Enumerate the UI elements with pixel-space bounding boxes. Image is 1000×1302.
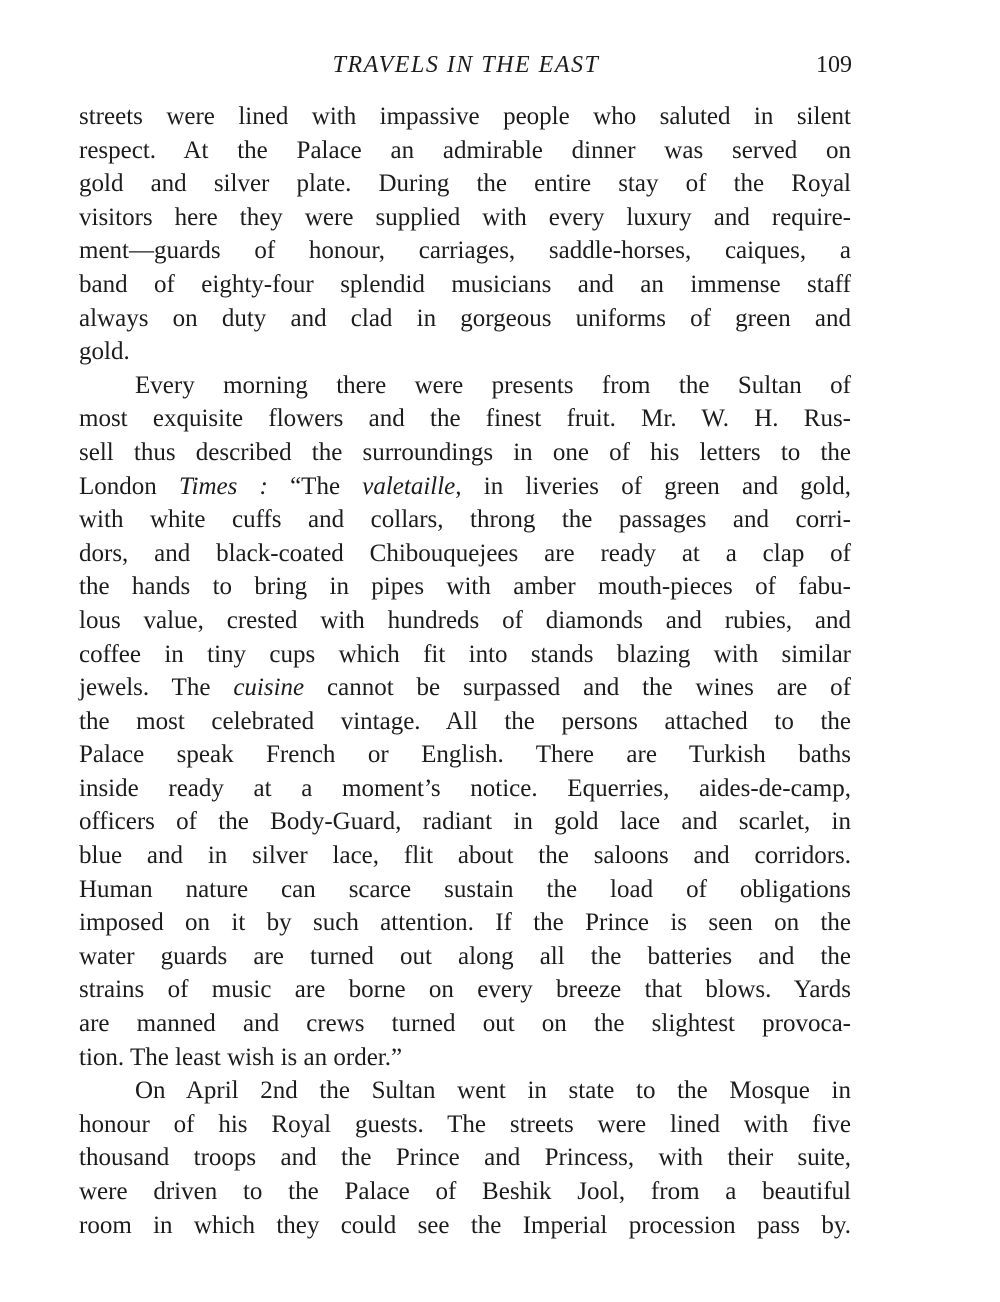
text-line: ment—guards of honour, carriages, saddle-horses, caiques, a <box>79 237 851 265</box>
text-line: the hands to bring in pipes with amber mouth-pieces of fabu- <box>79 573 851 601</box>
text-line: officers of the Body-Guard, radiant in gold lace and scarlet, in <box>79 808 851 836</box>
text-segment: “The <box>267 472 363 500</box>
text-line-with-italics <box>79 671 851 705</box>
running-title: TRAVELS IN THE EAST <box>332 52 600 78</box>
page-number: 109 <box>816 52 852 78</box>
text-line: Palace speak French or English. There are Turkish baths <box>79 741 851 769</box>
text-line: Human nature can scarce sustain the load of obligations <box>79 875 851 903</box>
text-line: band of eighty-four splendid musicians and an immense staff <box>79 270 851 298</box>
text-line: water guards are turned out along all the batteries and the <box>79 942 851 970</box>
text-line: honour of his Royal guests. The streets were lined with five <box>79 1110 851 1138</box>
text-line: dors, and black-coated Chibouquejees are ready at a clap of <box>79 539 851 567</box>
text-line: the most celebrated vintage. All the persons attached to the <box>79 707 851 735</box>
running-header <box>80 50 852 84</box>
text-segment: jewels. The <box>79 674 234 702</box>
text-line: with white cuffs and collars, throng the passages and corri- <box>79 506 851 534</box>
italic-title-times: Times : <box>178 472 268 500</box>
text-line: lous value, crested with hundreds of diamonds and rubies, and <box>79 606 851 634</box>
italic-term-cuisine: cuisine <box>233 674 305 702</box>
text-line: room in which they could see the Imperial procession pass by. <box>79 1211 851 1239</box>
text-line: are manned and crews turned out on the slightest provoca- <box>79 1010 851 1038</box>
text-line: blue and in silver lace, flit about the saloons and corridors. <box>79 842 851 870</box>
text-line: inside ready at a moment’s notice. Equerries, aides-de-camp, <box>79 774 851 802</box>
text-line: always on duty and clad in gorgeous uniforms of green and <box>79 304 851 332</box>
paragraph-end-line: gold. <box>79 338 130 366</box>
text-segment: in liveries of green and gold, <box>461 472 851 500</box>
text-segment: cannot be surpassed and the wines are of <box>304 674 851 702</box>
text-line: were driven to the Palace of Beshik Jool, from a beautiful <box>79 1178 851 1205</box>
text-line: most exquisite flowers and the finest fruit. Mr. W. H. Rus- <box>79 405 851 433</box>
italic-term-valetaille: valetaille, <box>362 472 462 500</box>
paragraph-end-line: tion. The least wish is an order.” <box>79 1043 403 1071</box>
paragraph-start-line: Every morning there were presents from the Sultan of <box>135 371 851 399</box>
text-line: strains of music are borne on every breeze that blows. Yards <box>79 976 851 1004</box>
body-text <box>79 100 851 1242</box>
text-line: gold and silver plate. During the entire stay of the Royal <box>79 170 851 198</box>
text-line: thousand troops and the Prince and Princess, with their suite, <box>79 1144 851 1172</box>
text-line-with-italics <box>79 470 851 504</box>
text-line: respect. At the Palace an admirable dinner was served on <box>79 136 851 164</box>
text-line: imposed on it by such attention. If the Prince is seen on the <box>79 909 851 937</box>
paragraph-start-line: On April 2nd the Sultan went in state to the Mosque in <box>135 1077 851 1105</box>
text-line: streets were lined with impassive people who saluted in silent <box>79 103 851 130</box>
text-line: visitors here they were supplied with every luxury and require- <box>79 203 851 231</box>
text-line: coffee in tiny cups which fit into stands blazing with similar <box>79 640 851 668</box>
text-segment: London <box>79 472 179 500</box>
text-line: sell thus described the surroundings in one of his letters to the <box>79 438 851 466</box>
